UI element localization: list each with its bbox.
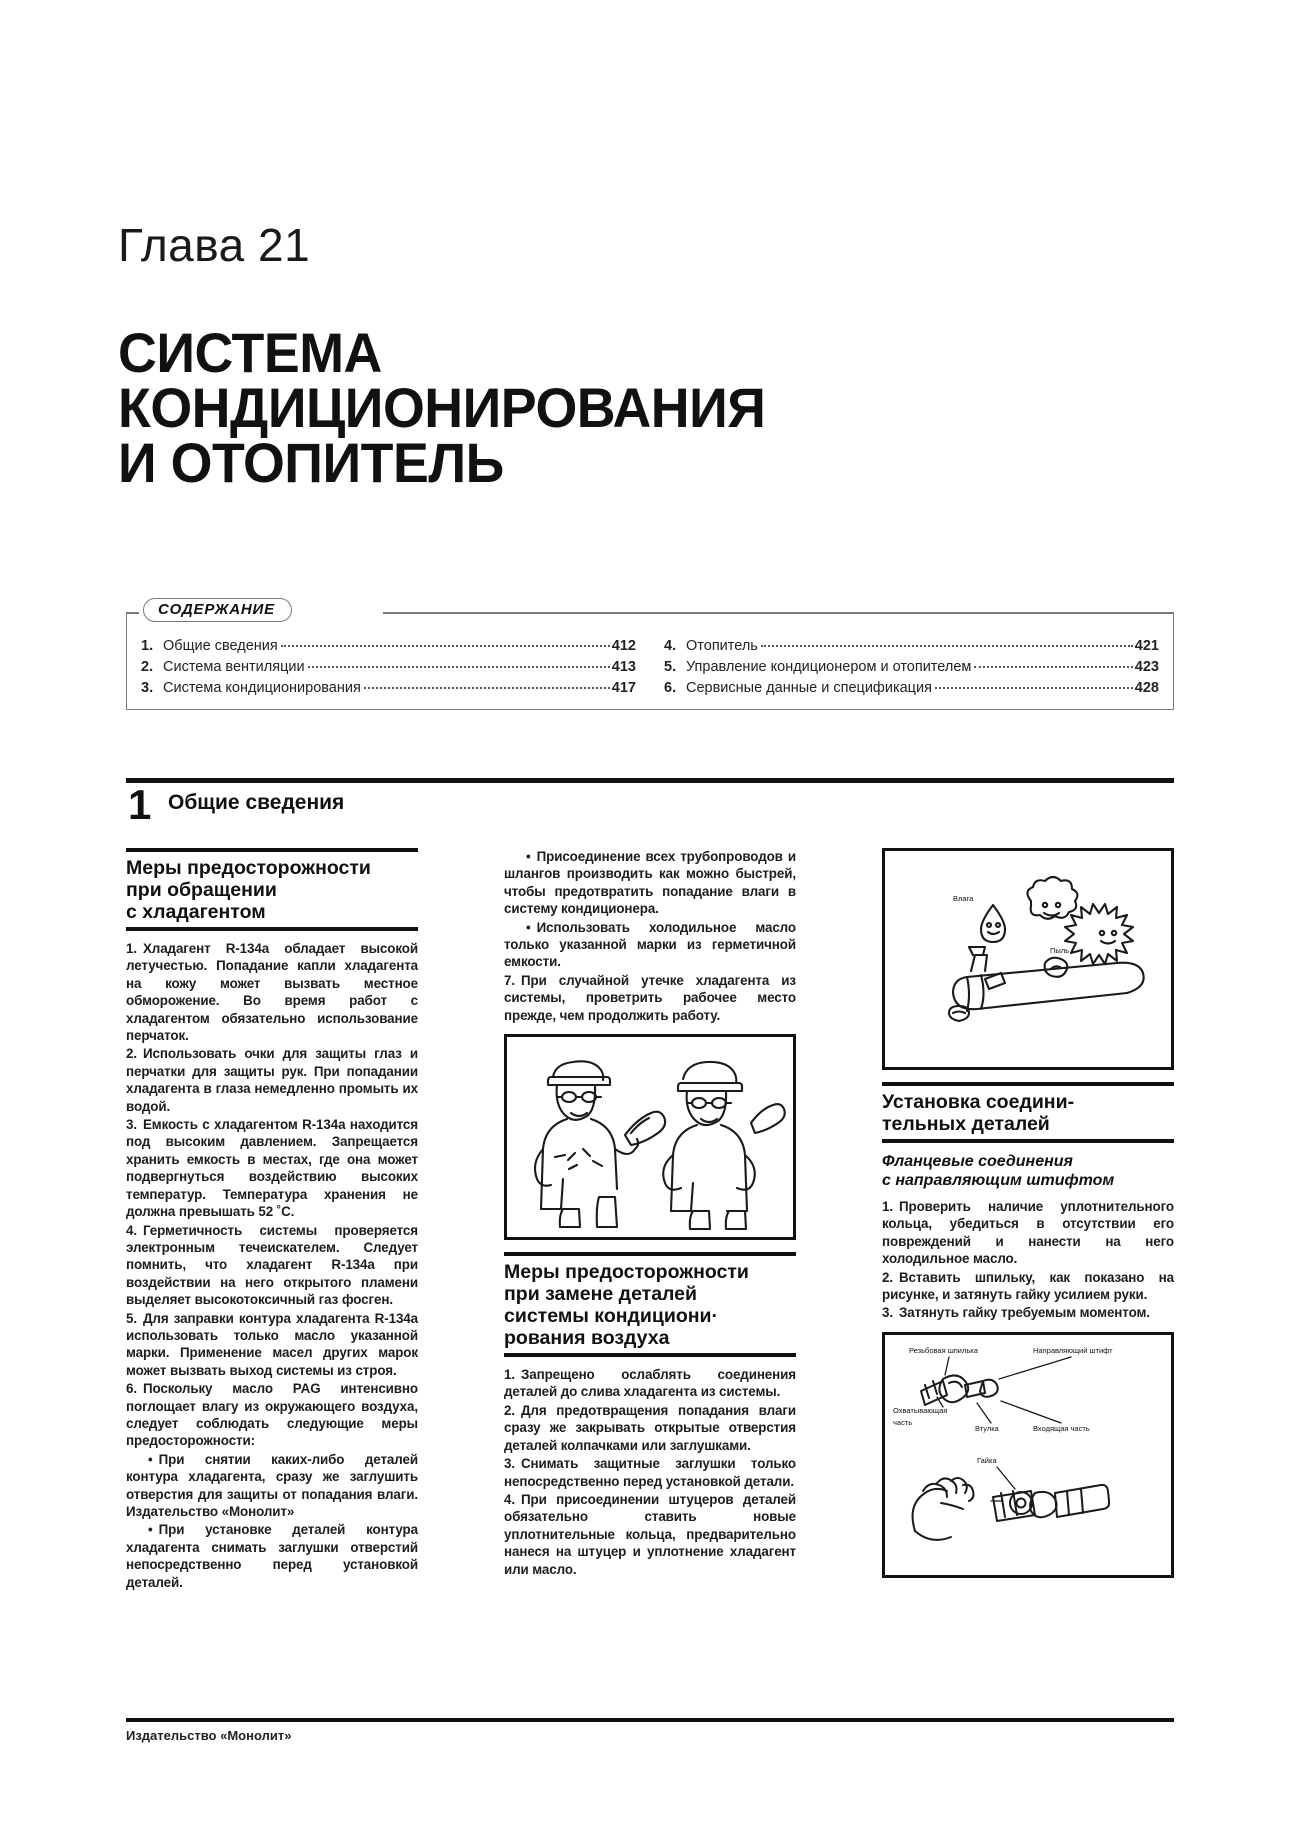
item-text: При случайной утечке хладагента из системы, проветрить рабочее место прежде, чем продолжить работу. — [504, 972, 796, 1023]
col1-heading-line-1: Меры предосторожности — [126, 857, 371, 879]
col2-heading-line-3: системы кондициони· — [504, 1305, 719, 1328]
item-text: Вставить шпильку, как показано на рисунке, и затянуть гайку усилием руки. — [882, 1269, 1174, 1303]
cylinder-illustration — [885, 851, 1171, 1067]
dust-cloud-icon — [1027, 877, 1077, 919]
toc-column-right — [664, 636, 1159, 699]
col2-heading-line-4: рования воздуха — [504, 1327, 670, 1350]
item-text: Хладагент R-134а обладает высокой летучестью. Попадание капли хладагента на кожу может вызвать местное обморожение. Во время работ с хладагентом обязательно использование перчаток. — [126, 941, 418, 1044]
toc-entry-title: Отопитель — [686, 638, 758, 654]
toc-entry-title: Система вентиляции — [163, 659, 305, 675]
toc-entry-page: 421 — [1134, 638, 1159, 654]
paragraph — [126, 940, 418, 1044]
paragraph — [504, 1455, 796, 1490]
item-text: Проверить наличие уплотнительного кольца, убедиться в отсутствии его повреждений и нанести на него холодильное масло. — [882, 1199, 1174, 1267]
paragraph — [126, 1222, 418, 1309]
toc-entry-title: Общие сведения — [163, 638, 278, 654]
item-text: Емкость с хладагентом R-134а находится под высоким давлением. Запрещается хранить емкость в местах, где она может подвергнуться воздействию высоких температур. Температура хранения не должна превышать 52 ˚С. — [126, 1117, 418, 1220]
item-text: Для предотвращения попадания влаги сразу же закрывать открытые отверстия деталей колпачками или заглушками. — [504, 1402, 796, 1453]
bullet-paragraph — [126, 1451, 418, 1521]
bullet-paragraph — [504, 848, 796, 918]
toc-leader-dots — [974, 666, 1132, 668]
bullet-text: Использовать холодильное масло только указанной марки из герметичной емкости. — [504, 919, 796, 970]
toc-entry-page: 412 — [611, 638, 636, 654]
paragraph — [504, 1366, 796, 1401]
item-number: 2. — [504, 1402, 515, 1418]
column-1 — [126, 848, 418, 1592]
toc-entry-page: 423 — [1134, 659, 1159, 675]
dust-particle-icon — [1065, 904, 1133, 964]
label-bushing: Втулка — [975, 1423, 999, 1433]
item-number: 1. — [882, 1199, 893, 1214]
toc-entry-index: 2. — [141, 659, 154, 675]
section-divider — [126, 778, 1174, 783]
paragraph — [504, 1491, 796, 1578]
item-number: 2. — [126, 1046, 137, 1062]
chapter-title-line-2: КОНДИЦИОНИРОВАНИЯ — [118, 376, 766, 439]
chapter-title-line-1: СИСТЕМА — [118, 321, 382, 384]
item-number: 3. — [504, 1456, 515, 1472]
toc-entry[interactable] — [664, 657, 1159, 678]
bullet-paragraph — [504, 919, 796, 971]
paragraph — [882, 1304, 1174, 1321]
toc-leader-dots — [364, 687, 610, 689]
bullet-marker: • — [148, 1522, 153, 1538]
toc-entry-index: 4. — [664, 638, 677, 654]
bullet-text: При установке деталей контура хладагента снимать заглушки отверстий непосредственно перед установкой деталей. — [126, 1522, 418, 1590]
paragraph — [126, 1310, 418, 1380]
toc-leader-dots — [935, 687, 1133, 689]
toc-entry[interactable] — [664, 678, 1159, 699]
toc-entry-page: 417 — [611, 680, 636, 696]
page-title — [118, 321, 1078, 494]
col2-heading — [504, 1252, 796, 1357]
item-text: При присоединении штуцеров деталей обязательно ставить новые уплотнительные кольца, предварительно нанеся на штуцер и уплотнение хладагент или масло. — [504, 1491, 796, 1577]
figure-flange-fitting — [882, 1332, 1174, 1578]
figure-refrigerant-cylinder — [882, 848, 1174, 1070]
label-inlet-part: Входящая часть — [1033, 1423, 1090, 1433]
label-clamping-part-line2: часть — [893, 1417, 913, 1427]
paragraph — [882, 1198, 1174, 1268]
item-number: 3. — [126, 1117, 137, 1133]
bullet-marker: • — [526, 919, 531, 935]
item-number: 1. — [126, 941, 137, 956]
label-clamping-part-line1: Охватывающая — [893, 1405, 948, 1415]
item-number: 5. — [126, 1310, 137, 1326]
toc-entry[interactable] — [141, 657, 636, 678]
toc-entry-title: Сервисные данные и спецификация — [686, 680, 932, 696]
paragraph — [504, 1402, 796, 1454]
toc-entry-index: 3. — [141, 680, 154, 696]
bullet-paragraph — [126, 1521, 418, 1591]
toc-entry[interactable] — [141, 636, 636, 657]
item-text: Затянуть гайку требуемым моментом. — [898, 1305, 1150, 1321]
toc-entry-title: Управление кондиционером и отопителем — [686, 659, 972, 675]
toc-entry[interactable] — [664, 636, 1159, 657]
toc-entry[interactable] — [141, 678, 636, 699]
toc-entry-page: 413 — [611, 659, 636, 675]
toc-entry-index: 6. — [664, 680, 677, 696]
toc-leader-dots — [281, 645, 610, 647]
paragraph — [882, 1269, 1174, 1304]
item-number: 7. — [504, 972, 515, 988]
col1-heading-line-2: при обращении — [126, 879, 277, 901]
toc-entry-title: Система кондиционирования — [163, 680, 361, 696]
chapter-title-line-3: И ОТОПИТЕЛЬ — [118, 431, 504, 494]
item-text: Для заправки контура хладагента R-134а использовать только масло указанной марки. Применение масел других марок может вызвать выход системы из строя. — [126, 1310, 418, 1378]
col3-heading-line-1: Установка соедини- — [882, 1091, 1075, 1113]
footer-publisher: Издательство «Монолит» — [126, 1728, 292, 1743]
toc-entry-page: 428 — [1134, 680, 1159, 696]
fitting-illustration — [885, 1335, 1171, 1575]
moisture-droplet-icon — [981, 905, 1005, 942]
item-number: 2. — [882, 1269, 893, 1285]
item-text: Использовать очки для защиты глаз и перчатки для защиты рук. При попадании хладагента в глаза немедленно промыть их водой. — [126, 1046, 418, 1114]
col3-subheading-line-2: с направляющим штифтом — [882, 1172, 1115, 1189]
item-number: 4. — [126, 1222, 137, 1238]
item-text: Запрещено ослаблять соединения деталей до слива хладагента из системы. — [504, 1367, 796, 1400]
bullet-marker: • — [526, 849, 531, 864]
toc-leader-dots — [308, 666, 610, 668]
toc-column-left — [141, 636, 636, 699]
bullet-marker: • — [148, 1451, 153, 1467]
label-dust: Пыль — [1050, 946, 1070, 955]
col2-heading-line-2: при замене деталей — [504, 1283, 698, 1306]
paragraph — [504, 972, 796, 1024]
toc-entry-index: 5. — [664, 659, 677, 675]
section-heading: Общие сведения — [168, 791, 345, 814]
toc-entry-index: 1. — [141, 638, 154, 654]
chapter-number: Глава 21 — [118, 219, 311, 271]
item-text: Герметичность системы проверяется электронным течеискателем. Следует помнить, что хладагент R-134а при воздействии на него открытого пламени выделяет высокотоксичный газ фосген. — [126, 1222, 418, 1308]
toc-box — [126, 601, 1174, 710]
label-nut: Гайка — [977, 1455, 997, 1465]
label-threaded-stud: Резьбовая шпилька — [909, 1345, 978, 1355]
item-number: 4. — [504, 1491, 515, 1507]
column-2 — [504, 848, 796, 1579]
col3-subheading-line-1: Фланцевые соединения — [882, 1153, 1073, 1170]
figure-technicians — [504, 1034, 796, 1240]
paragraph — [126, 1116, 418, 1220]
paragraph — [126, 1045, 418, 1115]
col1-heading-line-3: с хладагентом — [126, 901, 266, 923]
label-moisture: Влага — [953, 894, 974, 903]
paragraph — [126, 1380, 418, 1450]
technicians-illustration — [507, 1037, 793, 1237]
col3-subheading — [882, 1152, 1174, 1190]
footer-divider — [126, 1718, 1174, 1722]
column-3 — [882, 848, 1174, 1590]
section-number: 1 — [128, 781, 152, 828]
col2-heading-line-1: Меры предосторожности — [504, 1261, 749, 1284]
item-text: Поскольку масло PAG интенсивно поглощает влагу из окружающего воздуха, следует соблюдать следующие меры предосторожности: — [126, 1381, 418, 1449]
table-of-contents — [126, 601, 1174, 710]
item-number: 6. — [126, 1381, 137, 1397]
bullet-text: Присоединение всех трубопроводов и шлангов производить как можно быстрей, чтобы предотвратить попадание влаги в систему кондиционера. — [504, 849, 796, 917]
toc-label: СОДЕРЖАНИЕ — [143, 598, 292, 622]
item-number: 1. — [504, 1367, 515, 1383]
toc-leader-dots — [761, 645, 1133, 647]
col3-heading-line-2: тельных деталей — [882, 1113, 1050, 1135]
body-columns — [126, 848, 1174, 1668]
label-guide-pin: Направляющий штифт — [1033, 1345, 1113, 1355]
item-text: Снимать защитные заглушки только непосредственно перед установкой детали. — [504, 1456, 796, 1489]
col1-heading — [126, 848, 418, 931]
bullet-text: При снятии каких-либо деталей контура хладагента, сразу же заглушить отверстия для защиты от попадания влаги. Издательство «Монолит» — [126, 1451, 418, 1519]
col3-heading — [882, 1082, 1174, 1143]
item-number: 3. — [882, 1305, 893, 1321]
